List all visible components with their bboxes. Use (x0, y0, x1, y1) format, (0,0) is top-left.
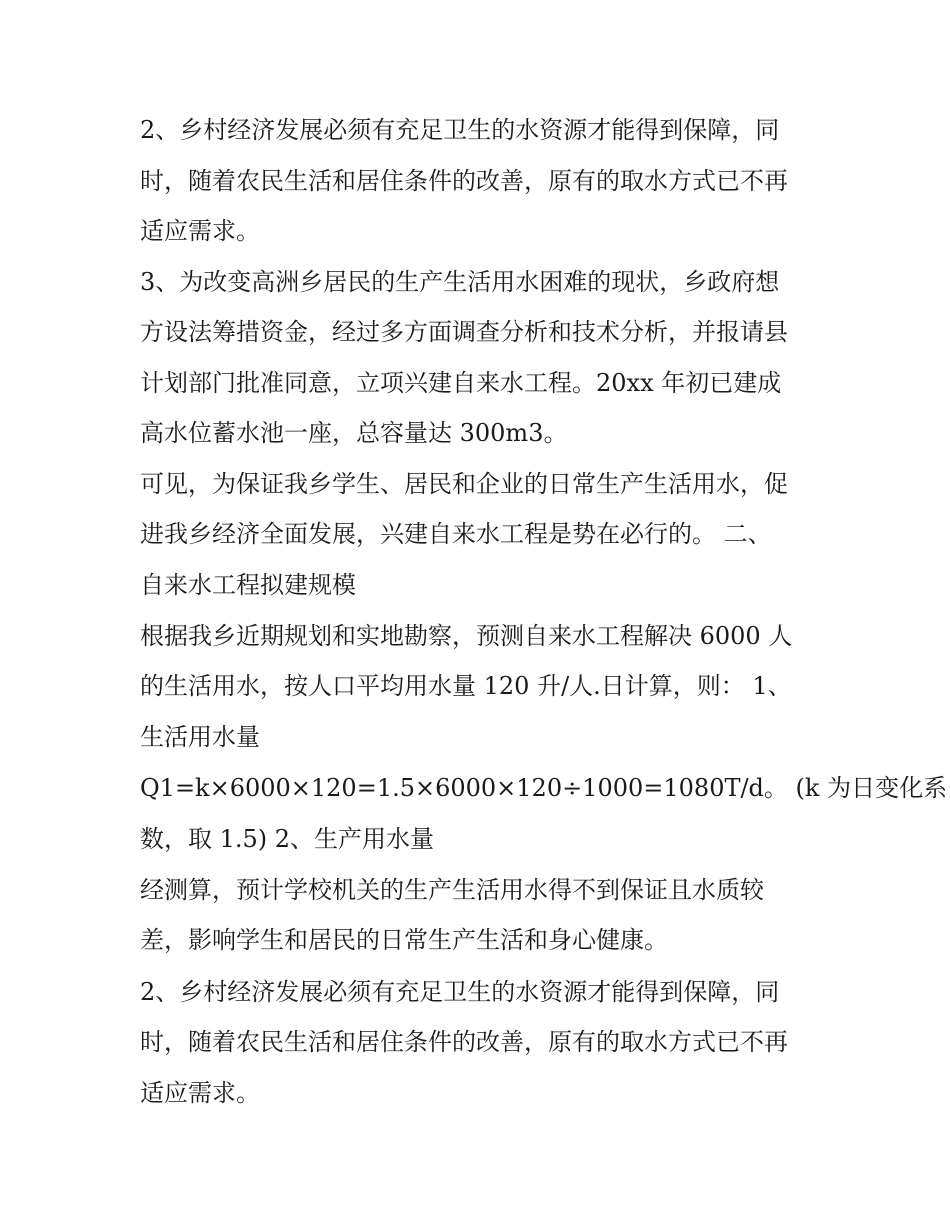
text-line: 自来水工程拟建规模 (140, 571, 356, 599)
text-line: 时，随着农民生活和居住条件的改善，原有的取水方式已不再 (140, 1028, 788, 1056)
text-line: 可见，为保证我乡学生、居民和企业的日常生产生活用水，促 (140, 470, 788, 498)
text-line: 根据我乡近期规划和实地勘察，预测自来水工程解决 6000 人 (140, 622, 793, 650)
text-line: 的生活用水，按人口平均用水量 120 升/人.日计算，则： 1、 (140, 672, 792, 700)
text-line: 3、为改变高洲乡居民的生产生活用水困难的现状，乡政府想 (140, 268, 780, 296)
text-line: 生活用水量 (140, 723, 260, 751)
text-line: Q1=k×6000×120=1.5×6000×120÷1000=1080T/d。 (k 为日变化系 (140, 774, 948, 802)
text-line: 计划部门批准同意，立项兴建自来水工程。20xx 年初已建成 (140, 369, 782, 397)
text-line: 经测算，预计学校机关的生产生活用水得不到保证且水质较 (140, 876, 764, 904)
text-line: 差，影响学生和居民的日常生产生活和身心健康。 (140, 926, 668, 954)
text-line: 方设法筹措资金，经过多方面调查分析和技术分析，并报请县 (140, 318, 788, 346)
text-line: 进我乡经济全面发展，兴建自来水工程是势在必行的。 二、 (140, 520, 772, 548)
text-line: 适应需求。 (140, 217, 260, 245)
text-line: 2、乡村经济发展必须有充足卫生的水资源才能得到保障，同 (140, 116, 780, 144)
text-line: 2、乡村经济发展必须有充足卫生的水资源才能得到保障，同 (140, 978, 780, 1006)
text-line: 适应需求。 (140, 1079, 260, 1107)
text-line: 数，取 1.5) 2、生产用水量 (140, 825, 435, 853)
text-line: 高水位蓄水池一座，总容量达 300m3。 (140, 419, 568, 447)
text-line: 时，随着农民生活和居住条件的改善，原有的取水方式已不再 (140, 167, 788, 195)
